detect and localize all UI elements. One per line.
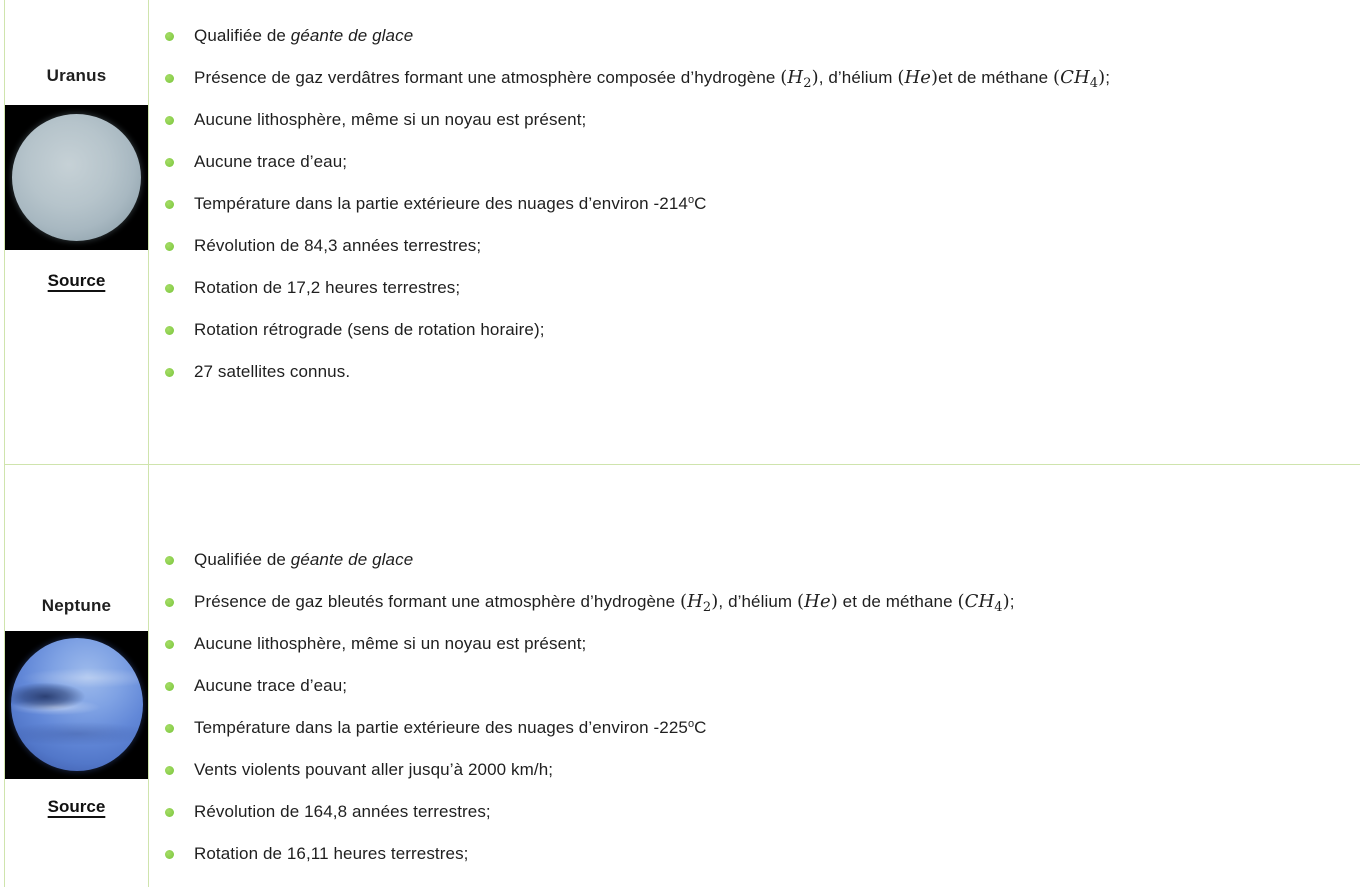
math-paren: )	[811, 67, 819, 88]
italic-phrase: géante de glace	[290, 26, 414, 45]
math-paren: (	[957, 591, 965, 612]
fact-item: Rotation de 16,11 heures terrestres;	[149, 845, 1360, 863]
degree-superscript: o	[687, 194, 695, 206]
fact-item: Rotation de 17,2 heures terrestres;	[149, 279, 1360, 297]
uranus-sphere-graphic	[12, 114, 141, 241]
source-link[interactable]: Source	[47, 271, 106, 290]
fact-item: Présence de gaz bleutés formant une atmosphère d’hydrogène $(H_2)$, d’hélium (He) et de méthane $(CH_4)$;	[149, 593, 1360, 611]
math-paren: )	[711, 591, 719, 612]
facts-list	[149, 465, 1360, 863]
table-row-neptune	[5, 465, 1360, 887]
fact-item: Aucune trace d’eau;	[149, 677, 1360, 695]
planets-table	[4, 0, 1360, 887]
fact-item: Aucune lithosphère, même si un noyau est présent;	[149, 635, 1360, 653]
math-symbol: He	[804, 591, 831, 612]
neptune-header-cell	[5, 465, 149, 887]
fact-item: Température dans la partie extérieure des nuages d’environ -214$^o$C	[149, 195, 1360, 213]
neptune-sphere-graphic	[11, 638, 143, 771]
italic-phrase: géante de glace	[290, 550, 414, 569]
math-symbol: He	[904, 67, 932, 88]
planet-name: Neptune	[41, 596, 112, 615]
fact-item: Qualifiée de géante de glace	[149, 551, 1360, 569]
math-paren: )	[1002, 591, 1010, 612]
math-paren: )	[830, 591, 838, 612]
math-symbol: CH	[1060, 67, 1090, 88]
math-paren: (	[1052, 67, 1061, 88]
fact-item: Révolution de 84,3 années terrestres;	[149, 237, 1360, 255]
math-subscript: 4	[1089, 76, 1099, 91]
fact-item: Qualifiée de géante de glace	[149, 27, 1360, 45]
fact-item: Aucune trace d’eau;	[149, 153, 1360, 171]
math-subscript: 2	[702, 600, 712, 615]
math-symbol: CH	[964, 591, 995, 612]
math-paren: (	[897, 67, 905, 88]
fact-item: Rotation rétrograde (sens de rotation horaire);	[149, 321, 1360, 339]
source-link[interactable]: Source	[47, 797, 106, 816]
uranus-header-cell	[5, 0, 149, 464]
fact-item: Vents violents pouvant aller jusqu’à 2000 km/h;	[149, 761, 1360, 779]
math-paren: )	[931, 67, 939, 88]
neptune-facts-cell	[149, 465, 1360, 887]
fact-item: Température dans la partie extérieure des nuages d’environ -225$^o$C	[149, 719, 1360, 737]
neptune-photo	[5, 631, 148, 779]
math-paren: )	[1098, 67, 1106, 88]
planet-name: Uranus	[46, 66, 107, 85]
math-subscript: 4	[994, 600, 1003, 615]
uranus-photo	[5, 105, 148, 250]
math-paren: (	[797, 591, 805, 612]
degree-superscript: o	[687, 718, 695, 730]
uranus-facts-cell	[149, 0, 1360, 464]
fact-item: Aucune lithosphère, même si un noyau est présent;	[149, 111, 1360, 129]
fact-item: Révolution de 164,8 années terrestres;	[149, 803, 1360, 821]
math-subscript: 2	[803, 76, 812, 91]
fact-item: Présence de gaz verdâtres formant une atmosphère composée d’hydrogène $(H_2)$, d’hélium (He)et de méthane $(CH_4)$;	[149, 69, 1360, 87]
math-paren: (	[679, 591, 688, 612]
math-symbol: H	[687, 591, 703, 612]
math-symbol: H	[787, 67, 804, 88]
table-row-uranus	[5, 0, 1360, 465]
facts-list	[149, 0, 1360, 381]
math-paren: (	[780, 67, 788, 88]
fact-item: 27 satellites connus.	[149, 363, 1360, 381]
